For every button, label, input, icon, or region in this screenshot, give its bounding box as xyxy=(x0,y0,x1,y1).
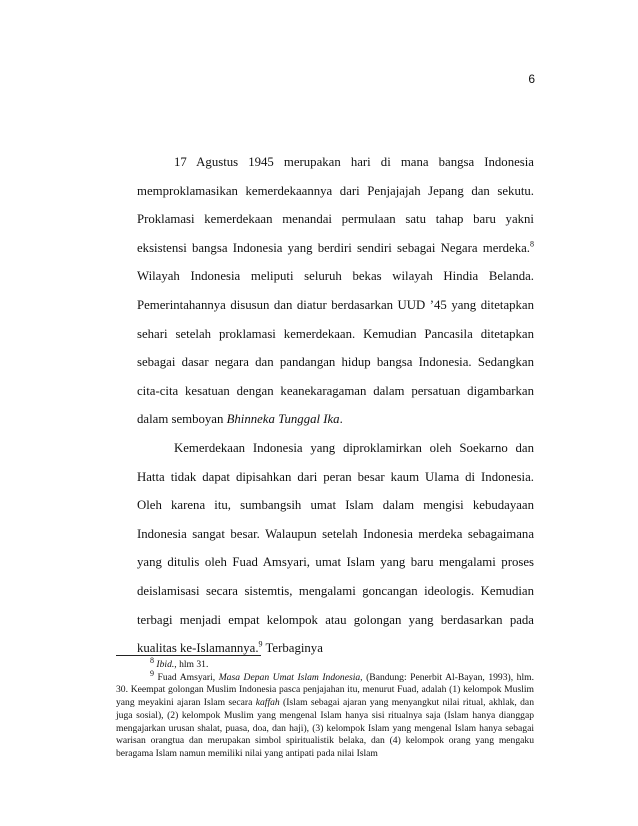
footnote-9-author: Fuad Amsyari, xyxy=(154,671,219,683)
motto-bhinneka-tunggal-ika: Bhinneka Tunggal Ika xyxy=(226,412,340,427)
footnote-8 xyxy=(116,655,534,672)
footnote-9-text-b: (Islam sebagai ajaran yang menyangkut nilai ritual, akhlak, dan juga sosial), (2) kelompok Muslim yang mengenal Islam hanya sisi ritualnya saja (Islam hanya dianggap mengajarkan urusan shalat, puasa, doa, dan haji), (3) kelompok Islam yang mengenal Islam hanya sebagai warisan orangtua dan merupakan simbol spiritualistik belaka, dan (4) kelompok orang yang mengaku beragama Islam namun memiliki nilai yang antipati pada nilai Islam xyxy=(116,697,534,759)
footnote-8-text: , hlm 31. xyxy=(174,659,209,670)
paragraph-1-text-c: . xyxy=(339,412,343,427)
paragraph-1-text-a: 17 Agustus 1945 merupakan hari di mana bangsa Indonesia memproklamasikan kemerdekaannya dari Penjajajah Jepang dan sekutu. Proklamasi kemerdekaan menandai permulaan satu tahap baru yakni eksistensi bangsa Indonesia yang berdiri sendiri sebagai Negara merdeka. xyxy=(137,155,534,255)
footnote-9-number: 9 xyxy=(150,668,154,678)
paragraph-2 xyxy=(137,434,534,663)
footnote-9 xyxy=(116,668,534,761)
footnote-9-book-title: Masa Depan Umat Islam Indonesia, xyxy=(218,671,363,683)
footnote-9-kaffah: kaffah xyxy=(255,697,280,709)
page-number: 6 xyxy=(528,72,535,86)
body-text xyxy=(137,148,534,663)
footnote-9-text-a: (Bandung: Penerbit Al-Bayan, 1993), hlm. 30. Keempat golongan Muslim Indonesia pasca penjajahan itu, menurut Fuad, adalah (1) kelompok Muslim yang meyakini ajaran Islam secara xyxy=(116,671,534,709)
footnote-8-number: 8 xyxy=(150,655,154,665)
footnote-ref-8: 8 xyxy=(530,239,534,249)
footnote-ref-9: 9 xyxy=(258,639,263,649)
paragraph-1 xyxy=(137,148,534,434)
footnote-separator xyxy=(116,655,261,656)
footnotes xyxy=(116,655,534,761)
paragraph-2-text-a: Kemerdekaan Indonesia yang diproklamirkan oleh Soekarno dan Hatta tidak dapat dipisahkan dari peran besar kaum Ulama di Indonesia. Oleh karena itu, sumbangsih umat Islam dalam mengisi kebudayaan Indonesia sangat besar. Walaupun setelah Indonesia merdeka sebagaimana yang ditulis oleh Fuad Amsyari, umat Islam yang baru mengalami proses deislamisasi secara sistemtis, mengalami goncangan ideologis. Kemudian terbagi menjadi empat kelompok atau golongan yang berdasarkan pada kualitas ke-Islamannya. xyxy=(137,440,534,656)
paragraph-2-text-b: Terbaginya xyxy=(262,641,323,656)
paragraph-1-text-b: Wilayah Indonesia meliputi seluruh bekas wilayah Hindia Belanda. Pemerintahannya disusun dan diatur berdasarkan UUD ’45 yang ditetapkan sehari setelah proklamasi kemerdekaan. Kemudian Pancasila ditetapkan sebagai dasar negara dan pandangan hidup bangsa Indonesia. Sedangkan cita-cita kesatuan dengan keanekaragaman dalam persatuan digambarkan dalam semboyan xyxy=(137,269,534,427)
footnote-8-ibid: Ibid. xyxy=(156,659,175,670)
